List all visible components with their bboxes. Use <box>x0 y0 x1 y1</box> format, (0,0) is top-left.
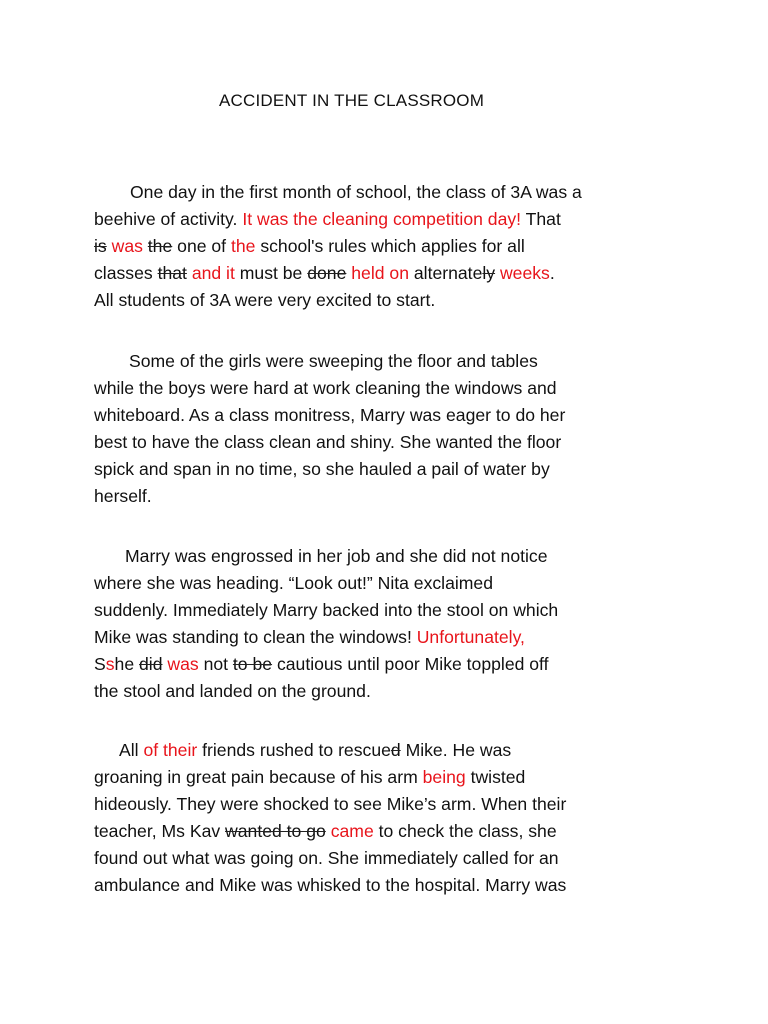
text-line <box>94 764 684 791</box>
text-segment: Marry was engrossed in her job and she did not notice <box>125 546 548 566</box>
text-segment: one of <box>172 236 231 256</box>
text-segment: teacher, Ms Kav <box>94 821 226 841</box>
document-title: ACCIDENT IN THE CLASSROOM <box>219 91 485 110</box>
text-line <box>94 737 684 764</box>
text-line <box>94 845 684 872</box>
text-segment: Some of the girls were sweeping the floor and tables <box>129 351 538 371</box>
text-segment: All students of 3A were very excited to start. <box>94 290 436 310</box>
inserted-correction: the <box>230 236 256 256</box>
text-segment: the stool and landed on the ground. <box>94 681 371 701</box>
text-line <box>94 348 684 375</box>
text-segment: whiteboard. As a class monitress, Marry was eager to do her <box>94 405 566 425</box>
text-segment: cautious until poor Mike toppled off <box>272 654 549 674</box>
text-line <box>94 429 684 456</box>
text-segment: groaning in great pain because of his arm <box>94 767 423 787</box>
text-segment: alternate <box>409 263 483 283</box>
text-segment: ambulance and Mike was whisked to the hospital. Marry was <box>94 875 567 895</box>
text-segment: Mike was standing to clean the windows! <box>94 627 417 647</box>
text-line <box>94 375 684 402</box>
text-segment: beehive of activity. <box>94 209 243 229</box>
text-segment: twisted <box>465 767 526 787</box>
text-segment: while the boys were hard at work cleaning the windows and <box>94 378 557 398</box>
text-segment: he <box>114 654 140 674</box>
inserted-correction: s <box>105 654 115 674</box>
text-segment: spick and span in no time, so she hauled a pail of water by <box>94 459 550 479</box>
text-line <box>94 233 684 260</box>
text-segment: must be <box>234 263 308 283</box>
text-segment: found out what was going on. She immediately called for an <box>94 848 559 868</box>
text-segment: not <box>198 654 233 674</box>
text-line <box>94 206 684 233</box>
inserted-correction: and it <box>191 263 235 283</box>
struck-text: that <box>157 263 187 283</box>
text-line <box>94 597 684 624</box>
text-segment: where she was heading. “Look out!” Nita exclaimed <box>94 573 494 593</box>
struck-text: did <box>139 654 163 674</box>
text-segment: . <box>549 263 555 283</box>
text-line <box>94 402 684 429</box>
text-line <box>94 651 684 678</box>
text-segment: hideously. They were shocked to see Mike’s arm. When their <box>94 794 567 814</box>
inserted-correction: It was the cleaning competition day! <box>242 209 522 229</box>
text-line <box>94 456 684 483</box>
struck-text: done <box>307 263 347 283</box>
text-segment: best to have the class clean and shiny. She wanted the floor <box>94 432 562 452</box>
text-line <box>94 179 684 206</box>
text-segment: Mike. He was <box>400 740 512 760</box>
text-line <box>94 260 684 287</box>
text-segment: to check the class, she <box>373 821 557 841</box>
inserted-correction: of their <box>143 740 198 760</box>
text-segment: friends rushed to rescue <box>197 740 391 760</box>
paragraph-4 <box>94 737 684 899</box>
text-line <box>94 287 684 314</box>
inserted-correction: weeks <box>499 263 550 283</box>
struck-text: wanted to go <box>225 821 326 841</box>
struck-text: the <box>147 236 173 256</box>
inserted-correction: Unfortunately, <box>416 627 525 647</box>
struck-text: to be <box>232 654 273 674</box>
inserted-correction: was <box>111 236 143 256</box>
text-line <box>94 818 684 845</box>
inserted-correction: came <box>330 821 374 841</box>
paragraph-2 <box>94 348 684 510</box>
text-line <box>94 678 684 705</box>
text-segment: suddenly. Immediately Marry backed into the stool on which <box>94 600 559 620</box>
paragraph-1 <box>94 179 684 314</box>
paragraph-3 <box>94 543 684 705</box>
text-segment: school's rules which applies for all <box>255 236 525 256</box>
inserted-correction: being <box>422 767 466 787</box>
inserted-correction: held on <box>351 263 409 283</box>
text-line <box>94 543 684 570</box>
text-segment: That <box>521 209 561 229</box>
struck-text: d <box>390 740 401 760</box>
inserted-correction: was <box>167 654 199 674</box>
text-segment: One day in the first month of school, the class of 3A was a <box>130 182 582 202</box>
text-line <box>94 483 684 510</box>
struck-text: is <box>94 236 107 256</box>
text-segment: classes <box>94 263 158 283</box>
text-segment: All <box>119 740 144 760</box>
text-line <box>94 570 684 597</box>
text-line <box>94 624 684 651</box>
text-segment: herself. <box>94 486 152 506</box>
struck-text: ly <box>482 263 496 283</box>
text-segment: S <box>94 654 106 674</box>
text-line <box>94 872 684 899</box>
text-line <box>94 791 684 818</box>
